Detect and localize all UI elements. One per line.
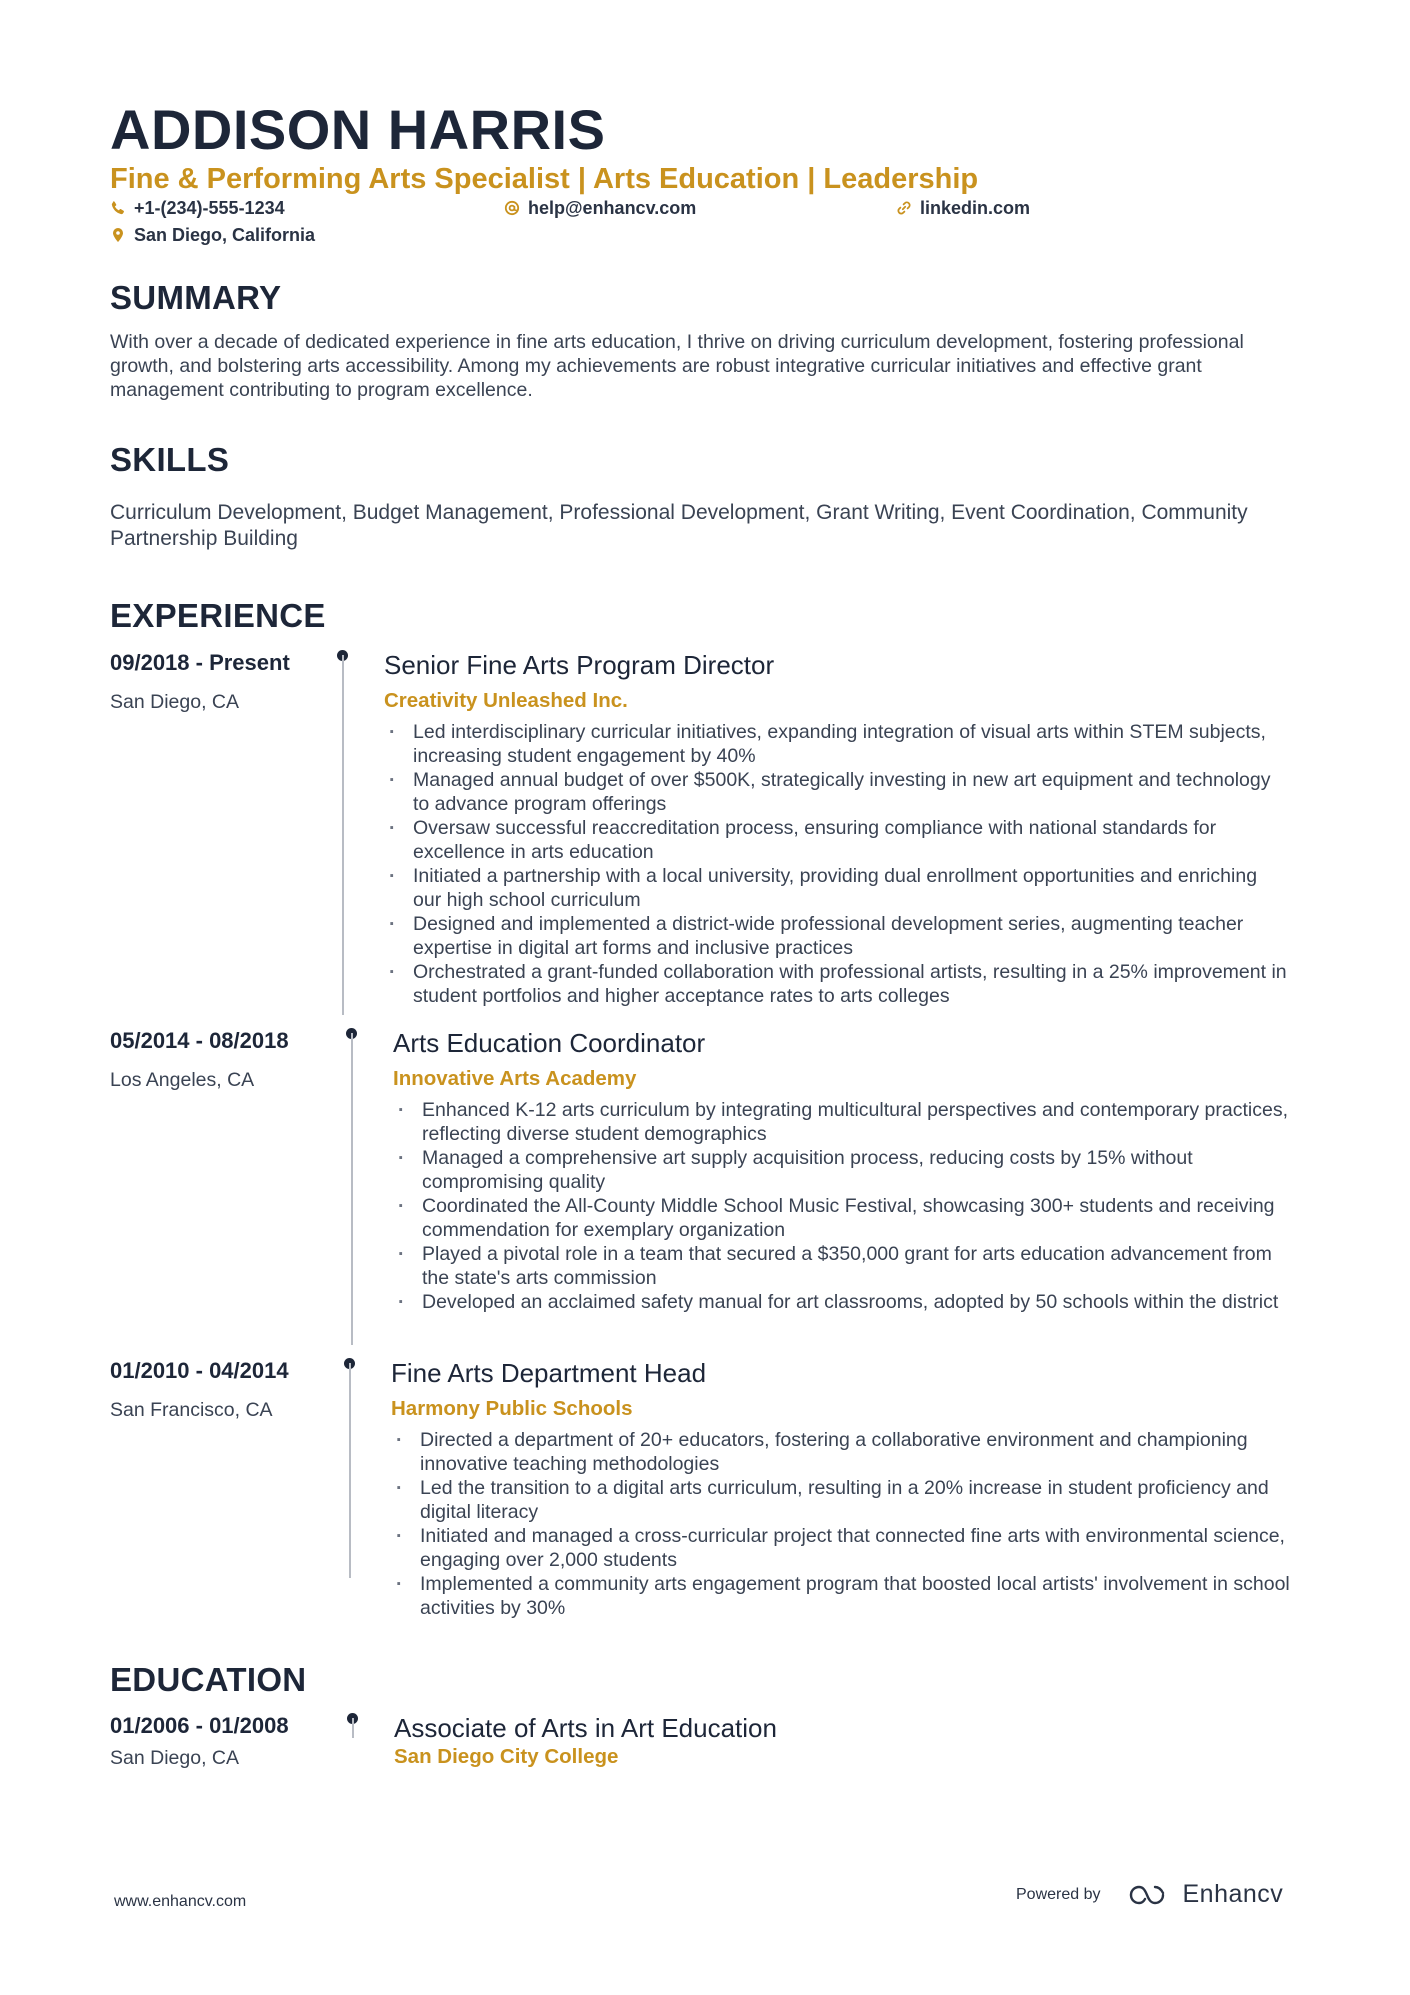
experience-role: Arts Education Coordinator [393, 1028, 706, 1058]
bullet-item: · Played a pivotal role in a team that secured a $350,000 grant for arts education advancement from the state's arts commission [394, 1242, 1294, 1290]
timeline-line [352, 1718, 354, 1738]
experience-organization: Harmony Public Schools [391, 1397, 633, 1420]
experience-location: San Francisco, CA [110, 1399, 273, 1421]
at-icon [504, 200, 520, 216]
linkedin-text: linkedin.com [920, 198, 1031, 218]
bullet-item: · Oversaw successful reaccreditation process, ensuring compliance with national standards for excellence in arts education [385, 816, 1290, 864]
brand-name: Enhancv [1182, 1880, 1284, 1908]
brand [1127, 1880, 1284, 1909]
contact-linkedin[interactable] [896, 197, 1030, 219]
timeline-line [351, 1033, 353, 1345]
summary-heading: SUMMARY [110, 279, 282, 316]
email-text: help@enhancv.com [528, 198, 697, 218]
bullet-item: · Orchestrated a grant-funded collaboration with professional artists, resulting in a 25% improvement in student portfolios and higher acceptance rates to arts colleges [385, 960, 1290, 1008]
experience-location: Los Angeles, CA [110, 1069, 255, 1091]
enhancv-logo-icon [1127, 1883, 1173, 1907]
bullet-item: · Designed and implemented a district-wide professional development series, augmenting teacher expertise in digital art forms and inclusive practices [385, 912, 1290, 960]
experience-heading: EXPERIENCE [110, 597, 326, 634]
experience-date: 05/2014 - 08/2018 [110, 1028, 289, 1053]
summary-text: With over a decade of dedicated experience in fine arts education, I thrive on driving curriculum development, fostering professional growth, and bolstering arts accessibility. Among my achievements are robust integrative curricular initiatives and effective grant management contributing to program excellence. [110, 331, 1244, 401]
education-degree: Associate of Arts in Art Education [394, 1713, 777, 1743]
powered-by-label: Powered by [1016, 1885, 1101, 1903]
experience-bullets [392, 1428, 1297, 1620]
bullet-item: · Directed a department of 20+ educators, fostering a collaborative environment and championing innovative teaching methodologies [392, 1428, 1297, 1476]
bullet-item: · Coordinated the All-County Middle School Music Festival, showcasing 300+ students and receiving commendation for exemplary organization [394, 1194, 1294, 1242]
experience-role: Fine Arts Department Head [391, 1358, 707, 1388]
experience-bullets [385, 720, 1290, 1008]
experience-date: 09/2018 - Present [110, 650, 290, 675]
bullet-item: · Developed an acclaimed safety manual for art classrooms, adopted by 50 schools within the district [394, 1290, 1294, 1314]
bullet-item: · Led the transition to a digital arts curriculum, resulting in a 20% increase in student proficiency and digital literacy [392, 1476, 1297, 1524]
bullet-item: · Implemented a community arts engagement program that boosted local artists' involvement in school activities by 30% [392, 1572, 1297, 1620]
timeline-line [342, 655, 344, 1015]
location-text: San Diego, California [134, 225, 316, 245]
skills-text: Curriculum Development, Budget Management, Professional Development, Grant Writing, Event Coordination, Community Partnership Building [110, 501, 1248, 550]
footer-branding[interactable] [1016, 1880, 1283, 1909]
contact-location [110, 224, 315, 246]
bullet-item: · Managed annual budget of over $500K, strategically investing in new art equipment and technology to advance program offerings [385, 768, 1290, 816]
skills-heading: SKILLS [110, 441, 230, 478]
education-heading: EDUCATION [110, 1661, 307, 1698]
timeline-line [349, 1363, 351, 1578]
experience-role: Senior Fine Arts Program Director [384, 650, 775, 680]
education-date: 01/2006 - 01/2008 [110, 1713, 289, 1738]
contact-phone[interactable] [110, 197, 285, 219]
experience-date: 01/2010 - 04/2014 [110, 1358, 289, 1383]
experience-organization: Innovative Arts Academy [393, 1067, 637, 1090]
experience-location: San Diego, CA [110, 691, 239, 713]
contact-email[interactable] [504, 197, 696, 219]
bullet-item: · Led interdisciplinary curricular initiatives, expanding integration of visual arts within STEM subjects, increasing student engagement by 40% [385, 720, 1290, 768]
phone-text: +1-(234)-555-1234 [134, 198, 285, 218]
link-icon [896, 200, 912, 216]
phone-icon [110, 200, 126, 216]
education-location: San Diego, CA [110, 1747, 239, 1769]
candidate-name: ADDISON HARRIS [110, 98, 606, 161]
candidate-headline: Fine & Performing Arts Specialist | Arts Education | Leadership [110, 163, 979, 195]
bullet-item: · Initiated a partnership with a local university, providing dual enrollment opportunities and enriching our high school curriculum [385, 864, 1290, 912]
bullet-item: · Enhanced K-12 arts curriculum by integrating multicultural perspectives and contemporary practices, reflecting diverse student demographics [394, 1098, 1294, 1146]
education-school: San Diego City College [394, 1745, 619, 1768]
experience-organization: Creativity Unleashed Inc. [384, 689, 628, 712]
bullet-item: · Initiated and managed a cross-curricular project that connected fine arts with environmental science, engaging over 2,000 students [392, 1524, 1297, 1572]
footer-website[interactable]: www.enhancv.com [114, 1893, 247, 1910]
experience-bullets [394, 1098, 1294, 1314]
map-pin-icon [110, 227, 126, 243]
bullet-item: · Managed a comprehensive art supply acquisition process, reducing costs by 15% without compromising quality [394, 1146, 1294, 1194]
